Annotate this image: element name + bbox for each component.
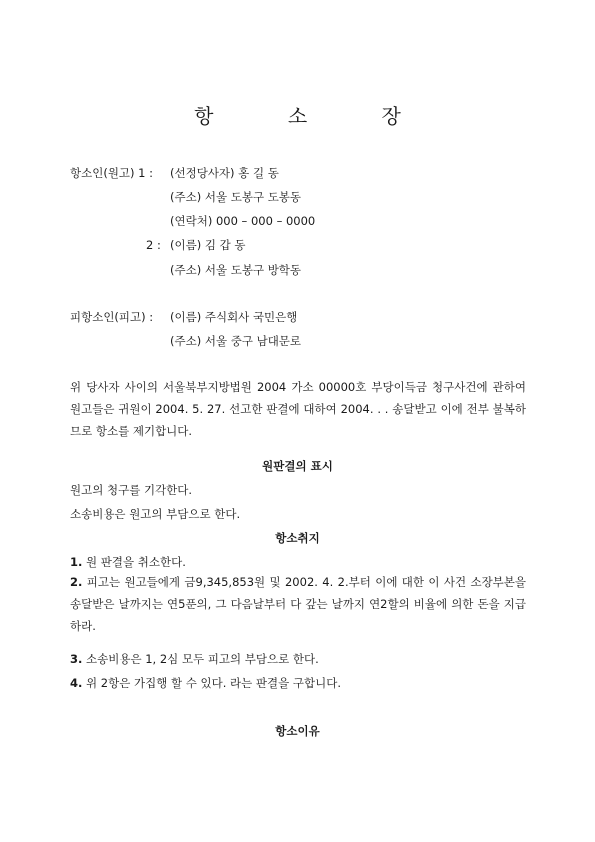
appellant-2-label: 2 : — [146, 238, 161, 252]
purpose-item-text: 위 2항은 가집행 할 수 있다. 라는 판결을 구합니다. — [86, 676, 341, 690]
purpose-item-text: 원 판결을 취소한다. — [86, 555, 186, 569]
appellant-1-address: (주소) 서울 도봉구 도봉동 — [170, 190, 302, 204]
purpose-item-4 — [70, 676, 341, 690]
purpose-item-number: 2. — [70, 575, 83, 589]
appellee-address: (주소) 서울 중구 남대문로 — [170, 334, 302, 348]
purpose-item-1 — [70, 555, 186, 569]
appellant-2-name: (이름) 김 갑 동 — [170, 238, 246, 252]
original-judgment-line-2: 소송비용은 원고의 부담으로 한다. — [70, 507, 241, 521]
purpose-item-2 — [70, 571, 526, 637]
appellee-label: 피항소인(피고) : — [70, 310, 154, 324]
appeal-reason-heading: 항소이유 — [275, 724, 320, 738]
purpose-item-text: 소송비용은 1, 2심 모두 피고의 부담으로 한다. — [86, 652, 319, 666]
purpose-item-text: 피고는 원고들에게 금9,345,853원 및 2002. 4. 2.부터 이에 대한 이 사건 소장부본을 송달받은 날까지는 연5푼의, 그 다음날부터 다 갚는 날까지 연2할의 비율에 의한 돈을 지급하라. — [70, 575, 527, 633]
purpose-item-number: 1. — [70, 555, 83, 569]
appellant-1-name: (선정당사자) 홍 길 동 — [170, 166, 279, 180]
appellant-2-address: (주소) 서울 도봉구 방학동 — [170, 263, 302, 277]
appellant-1-contact: (연락처) 000 – 000 – 0000 — [170, 214, 316, 228]
appellant-label: 항소인(원고) 1 : — [70, 166, 154, 180]
document-title: 항 소 장 — [194, 104, 435, 128]
appellee-name: (이름) 주식회사 국민은행 — [170, 310, 298, 324]
appeal-purpose-heading: 항소취지 — [275, 531, 320, 545]
intro-paragraph: 위 당사자 사이의 서울북부지방법원 2004 가소 00000호 부당이득금 청구사건에 관하여 원고들은 귀원이 2004. 5. 27. 선고한 판결에 대하여 2004. . . 송달받고 이에 전부 불복하므로 항소를 제기합니다. — [70, 380, 526, 438]
purpose-item-number: 3. — [70, 652, 83, 666]
purpose-item-number: 4. — [70, 676, 83, 690]
original-judgment-heading: 원판결의 표시 — [262, 459, 333, 473]
purpose-item-3 — [70, 652, 319, 666]
original-judgment-line-1: 원고의 청구를 기각한다. — [70, 483, 193, 497]
